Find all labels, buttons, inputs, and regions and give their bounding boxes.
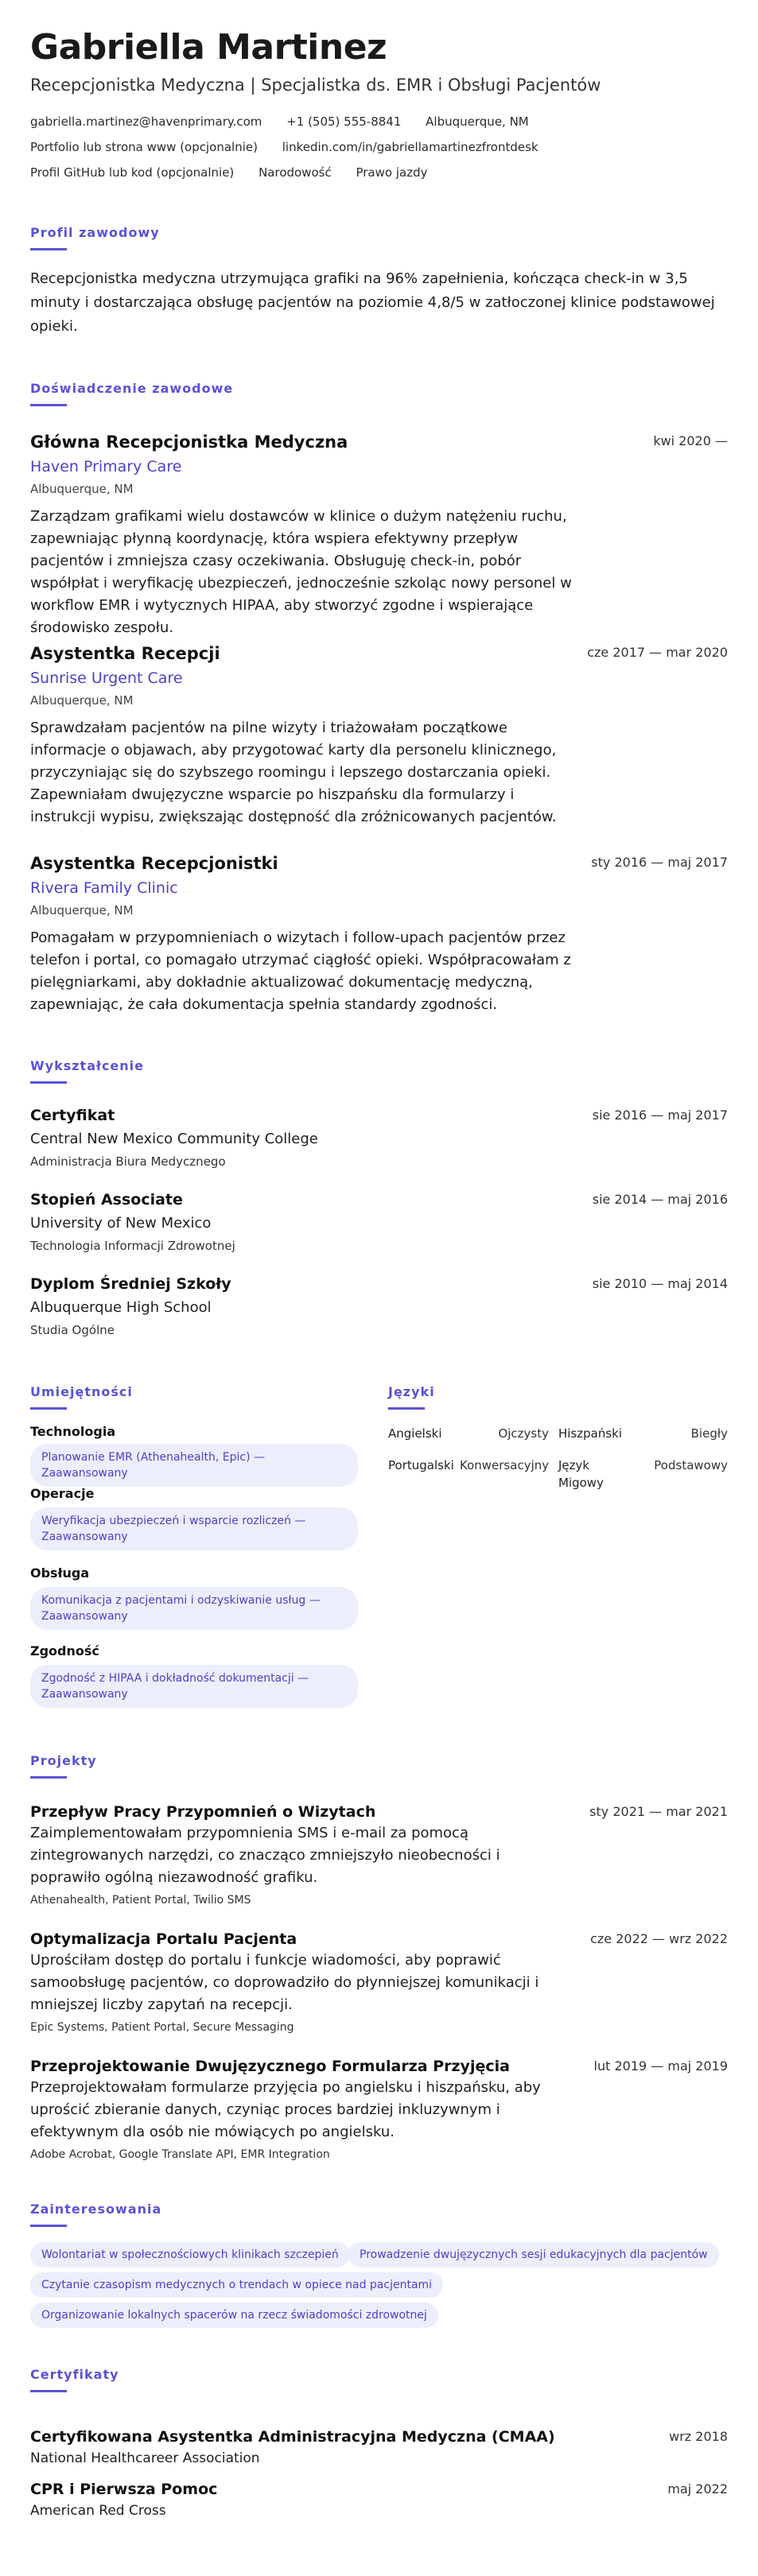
- project-name: Optymalizacja Portalu Pacjenta: [30, 1930, 297, 1948]
- candidate-name: Gabriella Martinez: [30, 27, 387, 68]
- job-role: Główna Recepcjonistka Medyczna: [30, 433, 348, 452]
- project-tech: Athenahealth, Patient Portal, Twilio SMS: [30, 1894, 251, 1907]
- section-title-interests: Zainteresowania: [30, 2202, 162, 2217]
- interest-tag: Organizowanie lokalnych spacerów na rzecz świadomości zdrowotnej: [30, 2302, 438, 2328]
- cert-issuer: National Healthcareer Association: [30, 2450, 260, 2466]
- job-location: Albuquerque, NM: [30, 482, 134, 496]
- section-title-projects: Projekty: [30, 1753, 97, 1768]
- section-title-languages: Języki: [388, 1384, 435, 1399]
- project-tech: Epic Systems, Patient Portal, Secure Messaging: [30, 2021, 294, 2034]
- edu-dates: sie 2014 — maj 2016: [592, 1192, 728, 1207]
- skill-badge: Zgodność z HIPAA i dokładność dokumentacji — Zaawansowany: [30, 1665, 358, 1708]
- section-divider: [388, 1407, 425, 1410]
- section-title-education: Wykształcenie: [30, 1058, 144, 1073]
- edu-school: University of New Mexico: [30, 1215, 212, 1232]
- edu-field: Technologia Informacji Zdrowotnej: [30, 1239, 235, 1253]
- interest-tag: Wolontariat w społecznościowych klinikach szczepień: [30, 2242, 350, 2268]
- section-divider: [30, 404, 67, 406]
- cert-name: CPR i Pierwsza Pomoc: [30, 2481, 218, 2498]
- skill-badge: Planowanie EMR (Athenahealth, Epic) — Zaawansowany: [30, 1444, 358, 1487]
- project-name: Przeprojektowanie Dwujęzycznego Formularza Przyjęcia: [30, 2058, 510, 2075]
- section-divider: [30, 2390, 67, 2392]
- edu-degree: Dyplom Średniej Szkoły: [30, 1275, 231, 1293]
- contact-linkedin[interactable]: linkedin.com/in/gabriellamartinezfrontdesk: [282, 140, 538, 154]
- interest-tag: Czytanie czasopism medycznych o trendach w opiece nad pacjentami: [30, 2272, 443, 2298]
- cert-issuer: American Red Cross: [30, 2503, 166, 2519]
- language-level: Podstawowy: [654, 1458, 728, 1472]
- section-title-summary: Profil zawodowy: [30, 225, 160, 240]
- contact-email[interactable]: gabriella.martinez@havenprimary.com: [30, 114, 262, 129]
- language-name: Hiszpański: [558, 1426, 623, 1441]
- language-name: Portugalski: [388, 1458, 454, 1472]
- language-name: Język Migowy: [558, 1458, 604, 1490]
- language-level: Konwersacyjny: [460, 1458, 550, 1472]
- edu-school: Albuquerque High School: [30, 1299, 212, 1316]
- candidate-headline: Recepcjonistka Medyczna | Specjalistka ds. EMR i Obsługi Pacjentów: [30, 76, 601, 95]
- job-dates: sty 2016 — maj 2017: [591, 855, 728, 870]
- cert-date: wrz 2018: [669, 2429, 728, 2444]
- contact-row-1: [30, 113, 550, 130]
- project-tech: Adobe Acrobat, Google Translate API, EMR Integration: [30, 2148, 330, 2161]
- edu-field: Administracja Biura Medycznego: [30, 1154, 226, 1169]
- contact-location: Albuquerque, NM: [426, 114, 529, 129]
- skill-badge: Weryfikacja ubezpieczeń i wsparcie rozliczeń — Zaawansowany: [30, 1507, 358, 1550]
- project-dates: lut 2019 — maj 2019: [593, 2058, 728, 2074]
- job-role: Asystentka Recepcjonistki: [30, 854, 278, 873]
- summary-text: Recepcjonistka medyczna utrzymująca grafiki na 96% zapełnienia, kończąca check-in w 3,5 minuty i dostarczająca obsługę pacjentów na poziomie 4,8/5 w zatłoczonej klinice podstawowej opieki.: [30, 270, 715, 335]
- section-divider: [30, 1081, 67, 1084]
- edu-degree: Stopień Associate: [30, 1191, 183, 1208]
- job-company: Haven Primary Care: [30, 458, 182, 475]
- skill-category: Zgodność: [30, 1643, 99, 1658]
- job-role: Asystentka Recepcji: [30, 644, 220, 663]
- job-description: Sprawdzałam pacjentów na pilne wizyty i triażowałam początkowe informacje o objawach, aby przygotować karty dla personelu klinicznego, przyczyniając się do szybszego roomingu i lepszego dostarczania opieki. Zapewniałam dwujęzyczne wsparcie po hiszpańsku dla formularzy i instrukcji wypisu, zwiększając dostępność dla zróżnicowanych pacjentów.: [30, 720, 557, 825]
- job-location: Albuquerque, NM: [30, 693, 134, 708]
- job-description: Pomagałam w przypomnieniach o wizytach i follow-upach pacjentów przez telefon i portal, co pomagało utrzymać ciągłość opieki. Współpracowałam z pielęgniarkami, aby dokładnie aktualizować dokumentację medyczną, zapewniając, że cała dokumentacja spełnia standardy zgodności.: [30, 929, 571, 1013]
- skill-badge: Komunikacja z pacjentami i odzyskiwanie usług — Zaawansowany: [30, 1587, 358, 1630]
- edu-dates: sie 2010 — maj 2014: [592, 1276, 728, 1291]
- cert-date: maj 2022: [667, 2481, 728, 2496]
- project-name: Przepływ Pracy Przypomnień o Wizytach: [30, 1803, 376, 1821]
- job-company: Rivera Family Clinic: [30, 879, 178, 897]
- contact-phone[interactable]: +1 (505) 555-8841: [286, 114, 402, 129]
- section-divider: [30, 1776, 67, 1779]
- project-description: Uprościłam dostęp do portalu i funkcje wiadomości, aby poprawić samoobsługę pacjentów, co doprowadziło do płynniejszej komunikacji i mniejszej liczby zapytań na recepcji.: [30, 1952, 539, 2013]
- project-dates: sty 2021 — mar 2021: [589, 1804, 728, 1819]
- section-divider: [30, 2225, 67, 2227]
- contact-license: Prawo jazdy: [356, 165, 428, 180]
- section-divider: [30, 1407, 67, 1410]
- contact-nationality: Narodowość: [258, 165, 332, 180]
- section-title-certifications: Certyfikaty: [30, 2367, 119, 2382]
- job-description: Zarządzam grafikami wielu dostawców w klinice o dużym natężeniu ruchu, zapewniając płynną koordynację, która wspiera efektywny przepływ pacjentów i zmniejsza czasy oczekiwania. Obsługuję check-in, pobór współpłat i weryfikację ubezpieczeń, jednocześnie szkoląc nowy personel w workflow EMR i wytycznych HIPAA, aby stworzyć zgodne i wspierające środowisko zespołu.: [30, 508, 572, 636]
- job-company: Sunrise Urgent Care: [30, 669, 183, 687]
- project-description: Zaimplementowałam przypomnienia SMS i e-mail za pomocą zintegrowanych narzędzi, co znacząco zmniejszyło nieobecności i poprawiło ogólną niezawodność grafiku.: [30, 1825, 500, 1886]
- skill-category: Operacje: [30, 1486, 95, 1501]
- contact-portfolio[interactable]: Portfolio lub strona www (opcjonalnie): [30, 140, 258, 154]
- section-title-experience: Doświadczenie zawodowe: [30, 381, 234, 396]
- language-level: Ojczysty: [498, 1426, 549, 1441]
- edu-school: Central New Mexico Community College: [30, 1131, 318, 1147]
- language-level: Biegły: [690, 1426, 728, 1441]
- project-dates: cze 2022 — wrz 2022: [590, 1931, 728, 1946]
- section-divider: [30, 248, 67, 250]
- edu-degree: Certyfikat: [30, 1107, 115, 1124]
- contact-row-3: [30, 164, 448, 181]
- contact-row-2: [30, 138, 559, 156]
- edu-field: Studia Ogólne: [30, 1323, 115, 1337]
- language-name: Angielski: [388, 1426, 442, 1441]
- interest-tag: Prowadzenie dwujęzycznych sesji edukacyjnych dla pacjentów: [348, 2242, 719, 2268]
- job-dates: cze 2017 — mar 2020: [587, 645, 728, 660]
- contact-github[interactable]: Profil GitHub lub kod (opcjonalnie): [30, 165, 235, 180]
- skill-category: Obsługa: [30, 1565, 90, 1581]
- edu-dates: sie 2016 — maj 2017: [592, 1108, 728, 1123]
- job-location: Albuquerque, NM: [30, 903, 134, 918]
- project-description: Przeprojektowałam formularze przyjęcia po angielsku i hiszpańsku, aby uprościć zbieranie danych, czyniąc proces bardziej inkluzywnym i efektywnym dla osób nie mówiących po angielsku.: [30, 2079, 541, 2140]
- skill-category: Technologia: [30, 1424, 116, 1439]
- job-dates: kwi 2020 —: [653, 433, 728, 448]
- cert-name: Certyfikowana Asystentka Administracyjna Medyczna (CMAA): [30, 2428, 555, 2446]
- section-title-skills: Umiejętności: [30, 1384, 133, 1399]
